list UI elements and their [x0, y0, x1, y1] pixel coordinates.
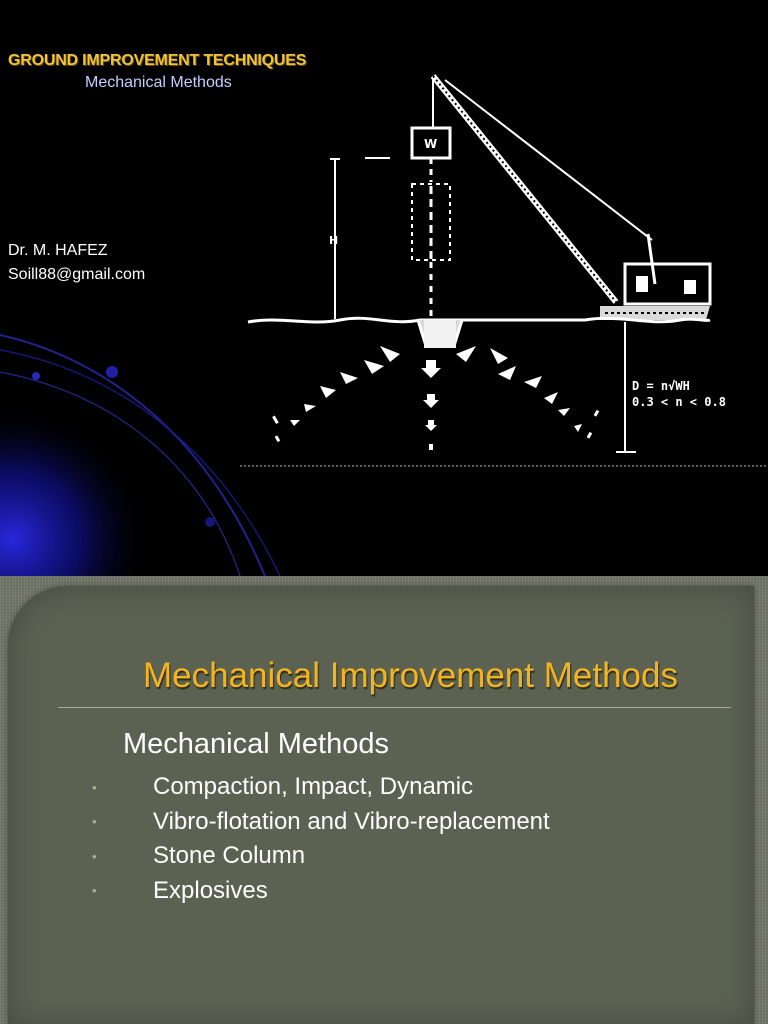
downward-arrows	[421, 360, 441, 450]
list-item-text: Vibro-flotation and Vibro-replacement	[153, 807, 550, 835]
author-name: Dr. M. HAFEZ	[8, 242, 108, 259]
formula-depth: D = n√WH	[632, 379, 690, 393]
bullet-icon: •	[92, 814, 97, 830]
title-divider	[58, 707, 731, 708]
methods-list	[92, 770, 550, 908]
slide1-title: GROUND IMPROVEMENT TECHNIQUES	[8, 52, 307, 69]
height-label: H	[329, 234, 339, 247]
crane	[433, 76, 710, 320]
bullet-icon: •	[92, 848, 97, 864]
formula-range: 0.3 < n < 0.8	[632, 395, 726, 409]
drop-weight	[412, 128, 456, 348]
list-item-text: Explosives	[153, 876, 268, 904]
bullet-icon: •	[92, 883, 97, 899]
content-slide	[0, 576, 768, 1024]
weight-label: W	[424, 137, 438, 151]
slide1-subtitle: Mechanical Methods	[85, 74, 232, 91]
list-item-text: Stone Column	[153, 842, 306, 870]
list-item	[92, 874, 550, 909]
list-item	[92, 839, 550, 874]
list-item	[92, 805, 550, 840]
dynamic-compaction-diagram	[240, 64, 768, 474]
slide2-title: Mechanical Improvement Methods	[143, 656, 678, 695]
content-panel	[8, 586, 754, 1024]
height-dimension	[329, 158, 390, 319]
list-item-text: Compaction, Impact, Dynamic	[153, 773, 474, 801]
list-item	[92, 770, 550, 805]
bullet-icon: •	[92, 779, 97, 795]
author-email: Soill88@gmail.com	[8, 266, 146, 283]
section-heading: Mechanical Methods	[123, 728, 389, 760]
